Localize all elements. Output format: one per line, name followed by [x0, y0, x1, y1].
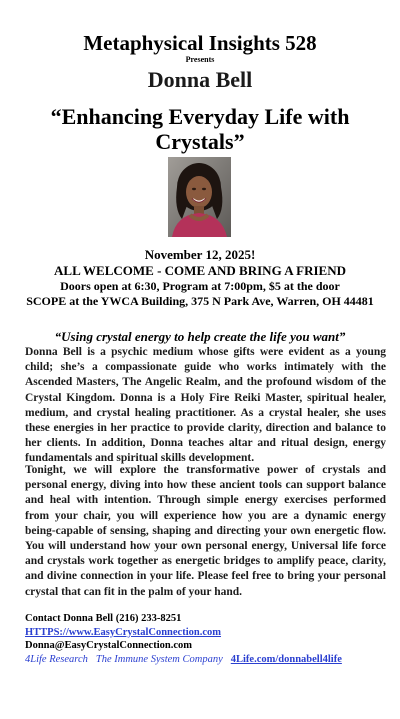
contact-name-phone: Contact Donna Bell (216) 233-8251 — [25, 613, 182, 624]
company-link[interactable]: 4Life.com/donnabell4life — [230, 653, 342, 665]
speaker-bio-paragraph: Donna Bell is a psychic medium whose gifts were evident as a young child; she’s a compassionate guide who works intimately with the Ascended Masters, The Angelic Realm, and the profound wisdom of the Crystal Kingdom. Donna is a Holy Fire Reiki Master, spiritual healer, medium, and crystal healing practitioner. As a crystal healer, she uses these energies in her practice to provide clarity, direction and balance to her clients. In addition, Donna teaches altar and ritual design, energy fundamentals and spiritual skills development. — [25, 346, 386, 465]
company-tagline: The Immune System Company — [95, 653, 223, 665]
company-line — [25, 653, 385, 667]
presents-label: Presents — [185, 55, 215, 64]
venue-address: SCOPE at the YWCA Building, 375 N Park Ave, Warren, OH 44481 — [26, 294, 374, 308]
speaker-portrait-svg — [168, 157, 231, 237]
organization-name: Metaphysical Insights 528 — [83, 31, 317, 55]
program-description-paragraph: Tonight, we will explore the transformative power of crystals and personal energy, diving into how these ancient tools can support balance and heal with intention. Through simple energy exercises performed from your chair, you will experience how you are a dynamic energy being-capable of sensing, shaping and directing your own energetic flow. You will understand how your own personal energy, Universal life force and crystals work together as energetic bridges to amplify peace, clarity, and divine connection in your life. Please feel free to bring your personal crystal that can fit in the palm of your hand. — [25, 464, 386, 598]
contact-email: Donna@EasyCrystalConnection.com — [25, 640, 192, 651]
speaker-portrait-icon — [168, 157, 231, 237]
tagline: “Using crystal energy to help create the life you want” — [54, 329, 346, 344]
event-date: November 12, 2025! — [144, 247, 256, 262]
contact-block — [25, 612, 385, 666]
event-title: “Enhancing Everyday Life with Crystals” — [50, 104, 350, 154]
company-name: 4Life Research — [25, 653, 88, 665]
speaker-name: Donna Bell — [147, 67, 253, 92]
website-link[interactable]: HTTPS://www.EasyCrystalConnection.com — [25, 626, 222, 638]
schedule-line: Doors open at 6:30, Program at 7:00pm, $5 at the door — [60, 279, 340, 293]
welcome-line: ALL WELCOME - COME AND BRING A FRIEND — [54, 263, 346, 278]
